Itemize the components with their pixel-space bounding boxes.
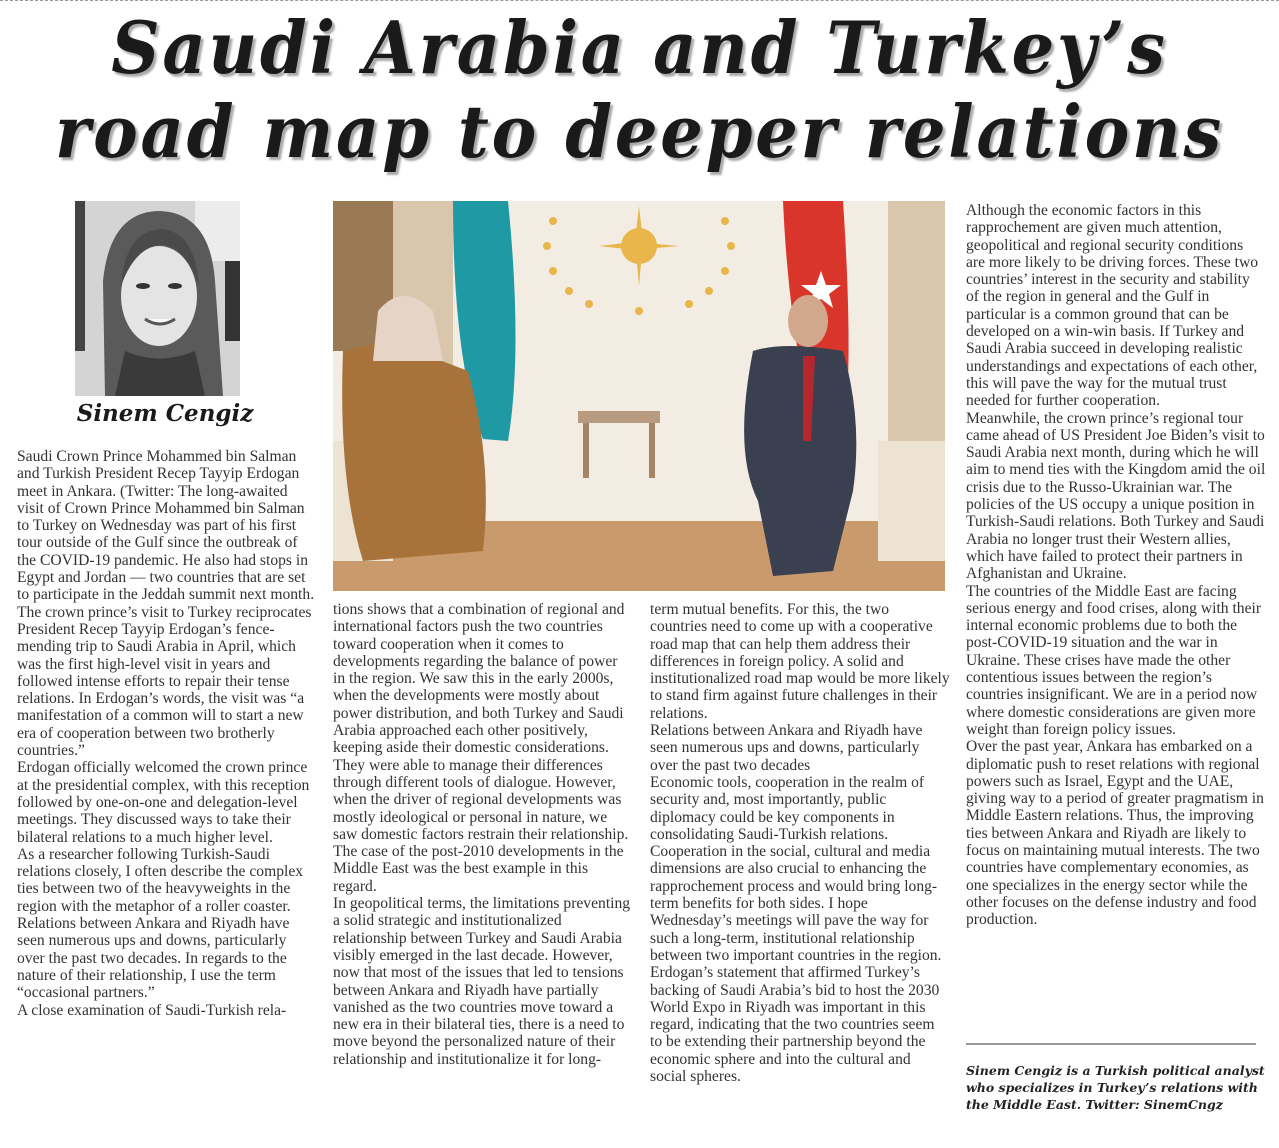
paragraph: The crown prince’s visit to Turkey reciprocates President Recep Tayyip Erdogan’s fence-mending trip to Saudi Arabia in April, which was the first high-level visit in years and followed intense efforts to repair their tense relations. In Erdogan’s words, the visit was “a manifestation of a common will to start a new era of cooperation between two brotherly countries.”	[17, 603, 312, 760]
paragraph: Although the economic factors in this rapprochement are given much attention, geopolitical and regional security conditions are more likely to be driving forces. These two countries’ interest in the security and stability of the region in general and the Gulf in particular is a common ground that can be developed on a win-win basis. If Turkey and Saudi Arabia succeed in developing realistic understandings and expectations of each other, this will pave the way for the mutual trust needed for further cooperation.	[966, 202, 1259, 410]
article-column-4	[966, 202, 1266, 928]
top-dashed-rule	[0, 0, 1279, 3]
paragraph: Relations between Ankara and Riyadh have seen numerous ups and downs, particularly over the past two decades	[650, 722, 923, 774]
author-name: Sinem Cengiz	[76, 400, 254, 427]
paragraph: Meanwhile, the crown prince’s regional tour came ahead of US President Joe Biden’s visit to Saudi Arabia next month, during which he will aim to mend ties with the Kingdom amid the oil crisis due to the Russo-Ukrainian war. The policies of the US occupy a unique position in Turkish-Saudi relations. Both Turkey and Saudi Arabia no longer trust their Western allies, which have failed to protect their partners in Afghanistan and Ukraine.	[966, 409, 1266, 583]
article-column-2	[333, 601, 633, 1068]
paragraph: Saudi Crown Prince Mohammed bin Salman and Turkish President Recep Tayyip Erdogan meet in Ankara. (Twitter: The long-awaited visit of Crown Prince Mohammed bin Salman to Turkey on Wednesday was part of his first tour outside of the Gulf since the outbreak of the COVID-19 pandemic. He also had stops in Egypt and Jordan — two countries that are set to participate in the Jeddah summit next month.	[17, 448, 315, 604]
bio-divider	[966, 1043, 1256, 1045]
crown-prince-figure	[342, 344, 486, 561]
paragraph: In geopolitical terms, the limitations preventing a solid strategic and institutionalized relationship between Turkey and Saudi Arabia visibly emerged in the last decade. However, now that most of the issues that led to tensions between Ankara and Riyadh have partially vanished as the two countries move toward a new era in their bilateral ties, there is a need to move beyond the personalized nature of their relationship and institutionalize it for long-	[333, 895, 631, 1068]
author-portrait-icon	[75, 201, 240, 396]
paragraph: A close examination of Saudi-Turkish rela-	[17, 1001, 287, 1019]
paragraph: Economic tools, cooperation in the realm of security and, most importantly, public diplomacy could be key components in consolidating Saudi-Turkish relations. Cooperation in the social, cultural and media dimensions are also crucial to enhancing the rapprochement process and would bring long-term benefits for both sides. I hope Wednesday’s meetings will pave the way for such a long-term, institutional relationship between two important countries in the region.	[650, 773, 942, 964]
paragraph: As a researcher following Turkish-Saudi relations closely, I often describe the complex ties between two of the heavyweights in the region with the metaphor of a roller coaster. Relations between Ankara and Riyadh have seen numerous ups and downs, particularly over the past two decades. In regards to the nature of their relationship, I use the term “occasional partners.”	[17, 845, 304, 1002]
headline-line-2: road map to deeper relations	[54, 89, 1225, 174]
paragraph: Erdogan’s statement that affirmed Turkey’s backing of Saudi Arabia’s bid to host the 2030 World Expo in Riyadh was important in this regard, indicating that the two countries seem to be extending their partnership beyond the economic sphere and into the cultural and social spheres.	[650, 964, 940, 1086]
presidential-emblem	[599, 206, 679, 286]
paragraph: Erdogan officially welcomed the crown prince at the presidential complex, with this reception followed by one-on-one and delegation-level meetings. They discussed ways to take their bilateral relations to a much higher level.	[17, 759, 310, 846]
paragraph: tions shows that a combination of regional and international factors push the two countries toward cooperation when it comes to developments regarding the balance of power in the region. We saw this in the early 2000s, when the developments were mostly about power distribution, and both Turkey and Saudi Arabia approached each other positively, keeping aside their domestic considerations. They were able to manage their differences through different tools of dialogue. However, when the driver of regional developments was mostly ideological or personal in nature, we saw domestic factors restrain their relationship. The case of the post-2010 developments in the Middle East was the best example in this regard.	[333, 601, 629, 895]
article-column-3	[650, 601, 950, 1085]
leaders-meeting-photo-icon	[333, 201, 945, 591]
author-photo	[75, 201, 240, 396]
main-photo	[333, 201, 945, 591]
headline	[45, 6, 1234, 174]
paragraph: Over the past year, Ankara has embarked on a diplomatic push to reset relations with regional powers such as Israel, Egypt and the UAE, giving way to a period of greater pragmatism in Middle Eastern relations. Thus, the improving ties between Ankara and Riyadh are likely to focus on maintaining mutual interests. The two countries have complementary economies, as one specializes in the energy sector while the other focuses on the defense industry and food production.	[966, 738, 1264, 929]
article-column-1	[17, 448, 315, 1019]
paragraph: term mutual benefits. For this, the two countries need to come up with a cooperative road map that can help them address their differences in foreign policy. A solid and institutionalized road map would be more likely to stand firm against future challenges in their relations.	[650, 601, 950, 722]
paragraph: The countries of the Middle East are facing serious energy and food crises, along with their internal economic problems due to both the post-COVID-19 situation and the war in Ukraine. These crises have made the other contentious issues between the region’s countries insignificant. We are in a period now where domestic considerations are given more weight than foreign policy issues.	[966, 582, 1262, 738]
author-bio: Sinem Cengiz is a Turkish political analyst who specializes in Turkey’s relations with the Middle East. Twitter: SinemCngz	[966, 1063, 1265, 1112]
headline-line-1: Saudi Arabia and Turkey’s	[111, 5, 1168, 90]
